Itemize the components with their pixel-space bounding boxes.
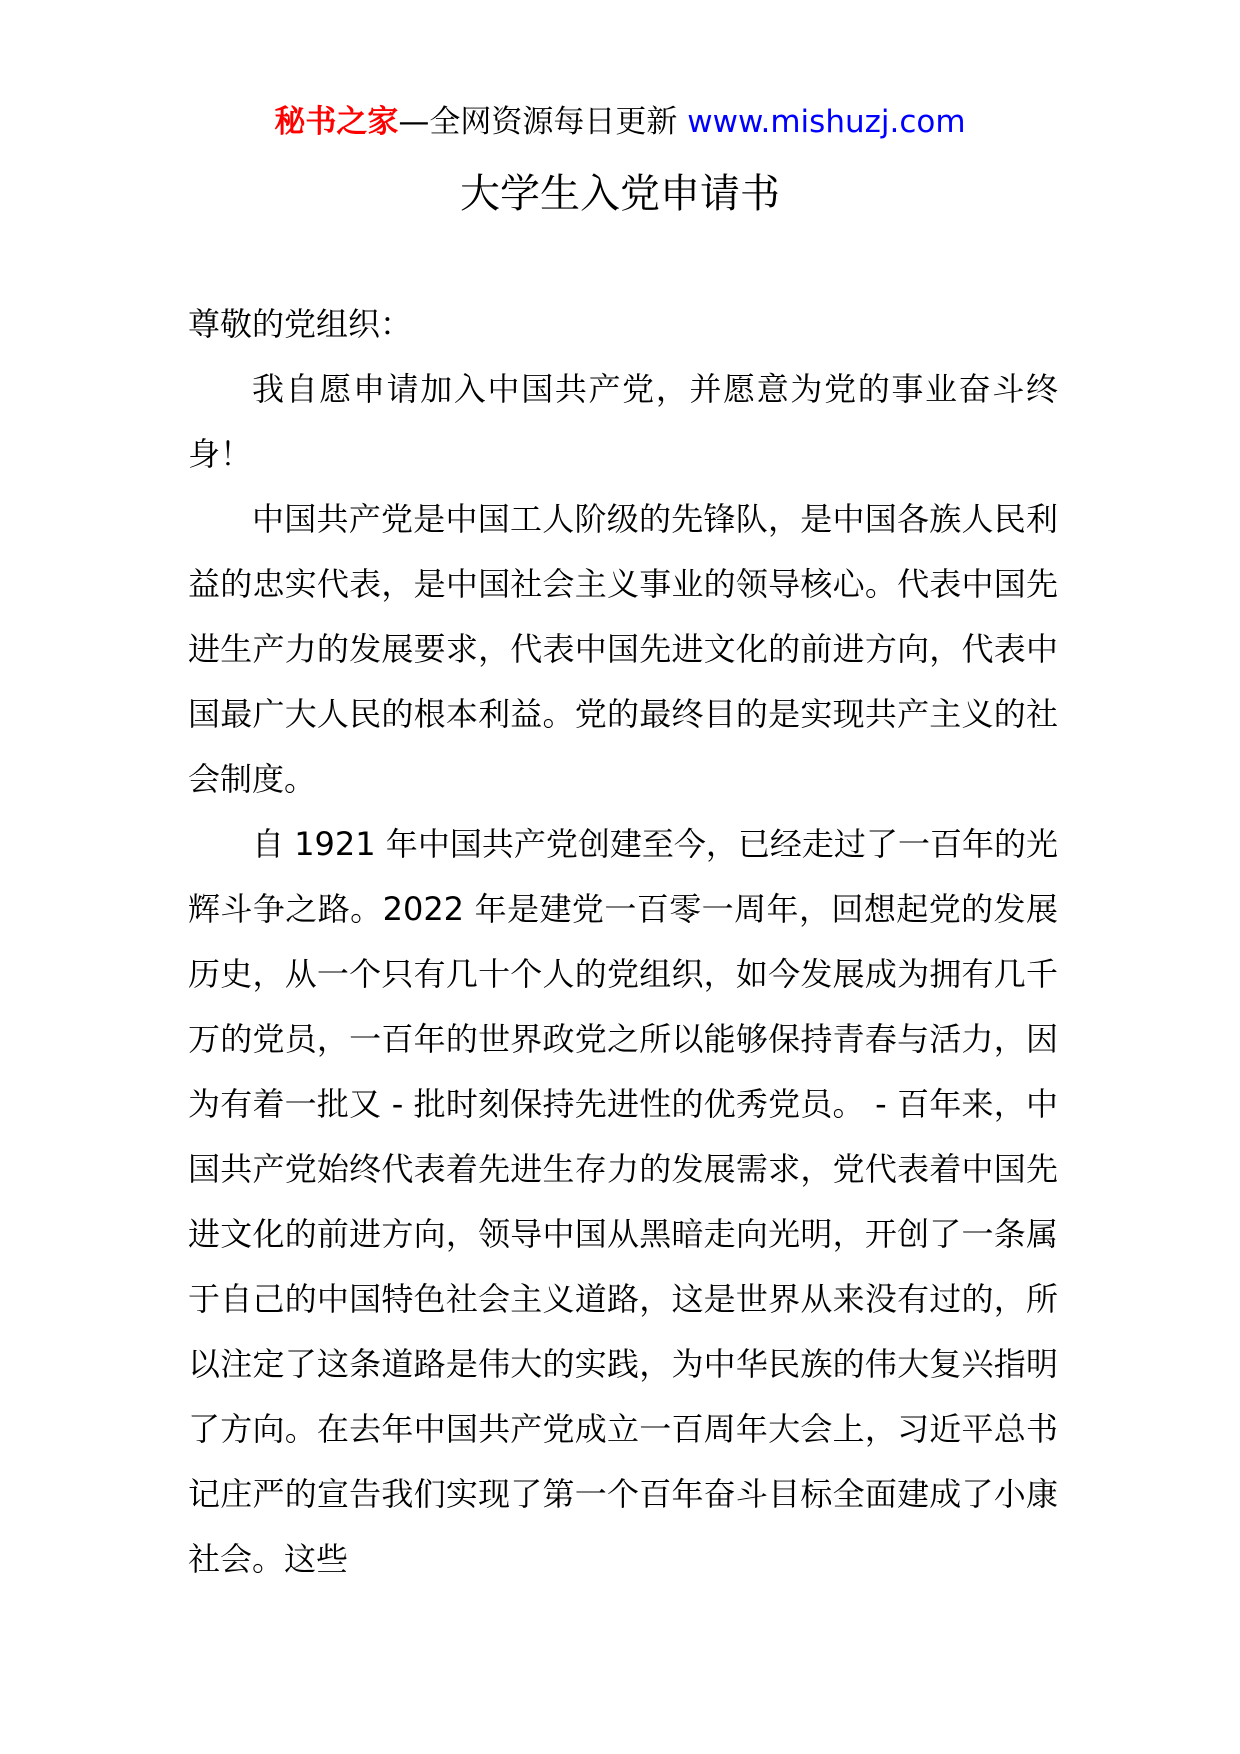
site-header — [0, 100, 1240, 144]
paragraph: 中国共产党是中国工人阶级的先锋队，是中国各族人民利益的忠实代表，是中国社会主义事业的领导核心。代表中国先进生产力的发展要求，代表中国先进文化的前进方向，代表中国最广大人民的根本利益。党的最终目的是实现共产主义的社会制度。 — [188, 500, 1058, 798]
header-tagline: —全网资源每日更新 — [398, 104, 678, 140]
paragraph: 我自愿申请加入中国共产党，并愿意为党的事业奋斗终身！ — [188, 370, 1058, 473]
document-title: 大学生入党申请书 — [460, 171, 780, 217]
brand-name: 秘书之家 — [274, 104, 399, 140]
site-url-link[interactable]: www.mishuzj.com — [687, 104, 966, 140]
document-body — [188, 292, 1058, 1592]
paragraph: 自 1921 年中国共产党创建至今，已经走过了一百年的光辉斗争之路。2022 年是建党一百零一周年，回想起党的发展历史，从一个只有几十个人的党组织，如今发展成为拥有几千万的党员，一百年的世界政党之所以能够保持青春与活力，因为有着一批又 - 批时刻保持先进性的优秀党员。 - 百年来，中国共产党始终代表着先进生存力的发展需求，党代表着中国先进文化的前进方向，领导中国从黑暗走向光明，开创了一条属于自己的中国特色社会主义道路，这是世界从来没有过的，所以注定了这条道路是伟大的实践，为中华民族的伟大复兴指明了方向。在去年中国共产党成立一百周年大会上，习近平总书记庄严的宣告我们实现了第一个百年奋斗目标全面建成了小康社会。这些 — [188, 825, 1058, 1578]
salutation: 尊敬的党组织： — [188, 305, 413, 343]
